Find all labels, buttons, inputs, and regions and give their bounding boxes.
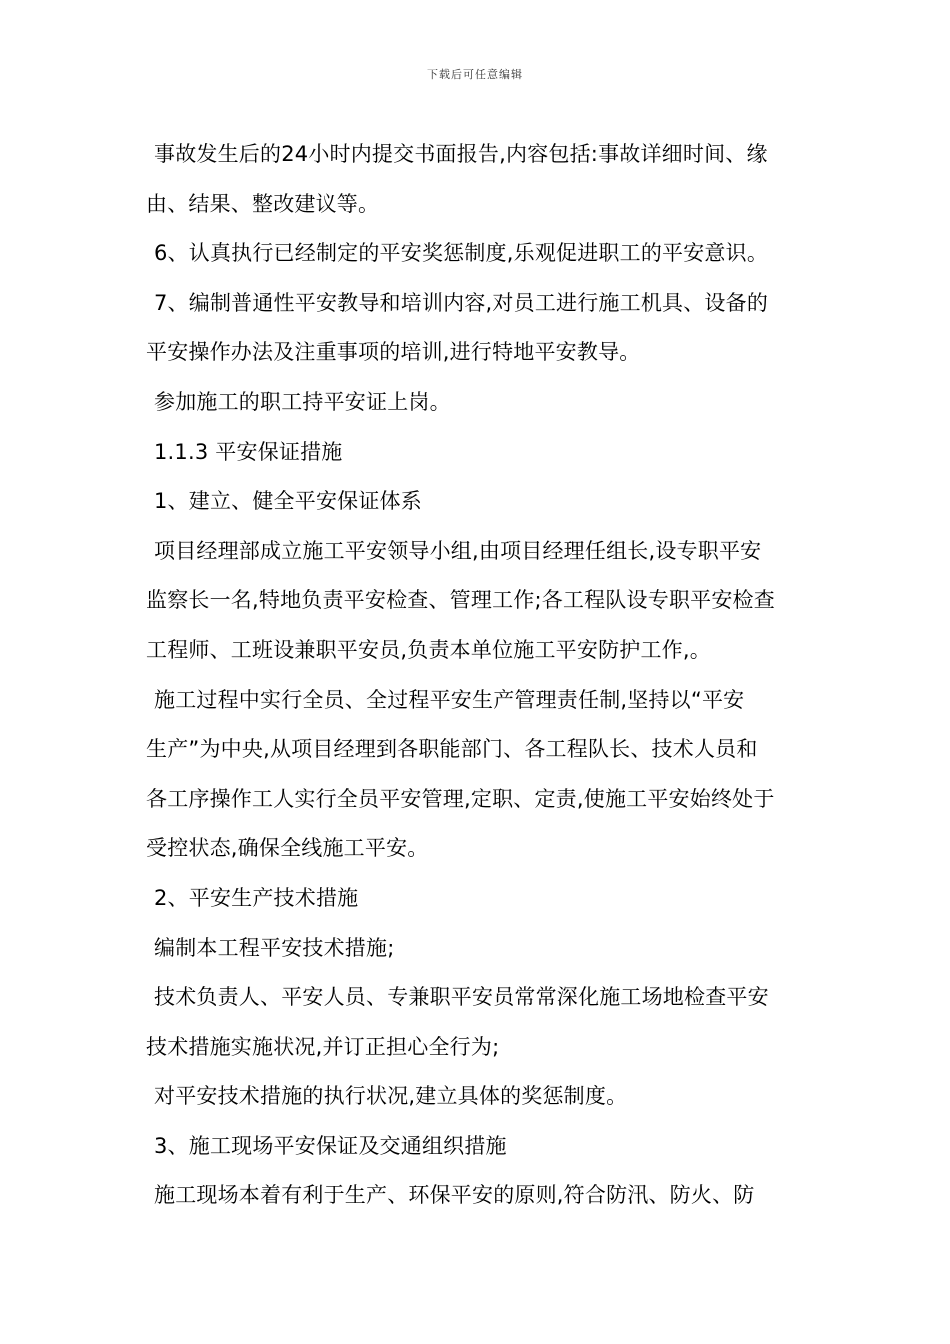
paragraph-line: 事故发生后的24小时内提交书面报告,内容包括:事故详细时间、缘 <box>154 142 768 166</box>
paragraph-line: 对平安技术措施的执行状况,建立具体的奖惩制度。 <box>154 1084 628 1109</box>
list-item: 7、编制普通性平安教导和培训内容,对员工进行施工机具、设备的 <box>154 290 769 315</box>
paragraph-line: 平安操作办法及注重事项的培训,进行特地平安教导。 <box>146 340 641 365</box>
document-body <box>146 130 810 1221</box>
section-heading: 1.1.3 平安保证措施 <box>154 439 343 464</box>
subsection-heading: 1、建立、健全平安保证体系 <box>154 489 422 514</box>
paragraph-line: 由、结果、整改建议等。 <box>146 191 380 216</box>
paragraph-line: 生产”为中央,从项目经理到各职能部门、各工程队长、技术人员和 <box>146 737 758 762</box>
paragraph-line: 编制本工程平安技术措施; <box>154 935 395 960</box>
list-item: 6、认真执行已经制定的平安奖惩制度,乐观促进职工的平安意识。 <box>154 241 769 266</box>
paragraph-line: 技术措施实施状况,并订正担心全行为; <box>146 1034 500 1059</box>
paragraph-line: 工程师、工班设兼职平安员,负责本单位施工平安防护工作,。 <box>146 637 711 662</box>
paragraph-line: 各工序操作工人实行全员平安管理,定职、定责,使施工平安始终处于 <box>146 786 775 811</box>
paragraph-line: 施工过程中实行全员、全过程平安生产管理责任制,坚持以“平安 <box>154 687 745 712</box>
paragraph-line: 技术负责人、平安人员、专兼职平安员常常深化施工场地检查平安 <box>154 985 769 1010</box>
page-header: 下载后可任意编辑 <box>427 68 523 81</box>
paragraph-line: 参加施工的职工持平安证上岗。 <box>154 389 451 414</box>
subsection-heading: 3、施工现场平安保证及交通组织措施 <box>154 1133 507 1158</box>
paragraph-line: 施工现场本着有利于生产、环保平安的原则,符合防汛、防火、防 <box>154 1183 755 1208</box>
paragraph-line: 监察长一名,特地负责平安检查、管理工作;各工程队设专职平安检查 <box>146 588 775 613</box>
subsection-heading: 2、平安生产技术措施 <box>154 885 359 910</box>
paragraph-line: 受控状态,确保全线施工平安。 <box>146 836 429 861</box>
paragraph-line: 项目经理部成立施工平安领导小组,由项目经理任组长,设专职平安 <box>154 538 762 563</box>
